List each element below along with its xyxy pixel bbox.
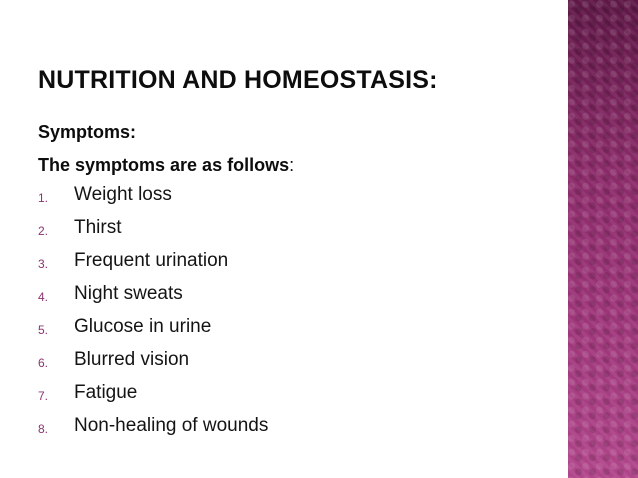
list-item-number: 3. (38, 257, 49, 271)
list-item-number: 4. (38, 290, 49, 304)
list-item-text: Thirst (74, 217, 122, 238)
list-item-text: Glucose in urine (74, 316, 212, 337)
list-item-text: Frequent urination (74, 250, 229, 271)
symptoms-intro (38, 155, 294, 176)
list-item-number: 2. (38, 224, 49, 238)
symptoms-heading: Symptoms: (38, 122, 137, 142)
list-item-number: 6. (38, 356, 49, 370)
slide-title: NUTRITION AND HOMEOSTASIS: (38, 66, 438, 94)
list-item-number: 7. (38, 389, 49, 403)
symptoms-intro-text: The symptoms are as follows (38, 155, 290, 175)
list-item-number: 8. (38, 422, 49, 436)
list-item-text: Night sweats (74, 283, 183, 304)
list-item-text: Blurred vision (74, 349, 190, 370)
symptoms-intro-colon: : (289, 155, 295, 175)
list-item-text: Fatigue (74, 382, 138, 403)
list-item-text: Non-healing of wounds (74, 415, 269, 436)
list-item-text: Weight loss (74, 184, 172, 205)
list-item-number: 5. (38, 323, 49, 337)
list-item-number: 1. (38, 191, 49, 205)
decorative-side-band (568, 0, 638, 478)
